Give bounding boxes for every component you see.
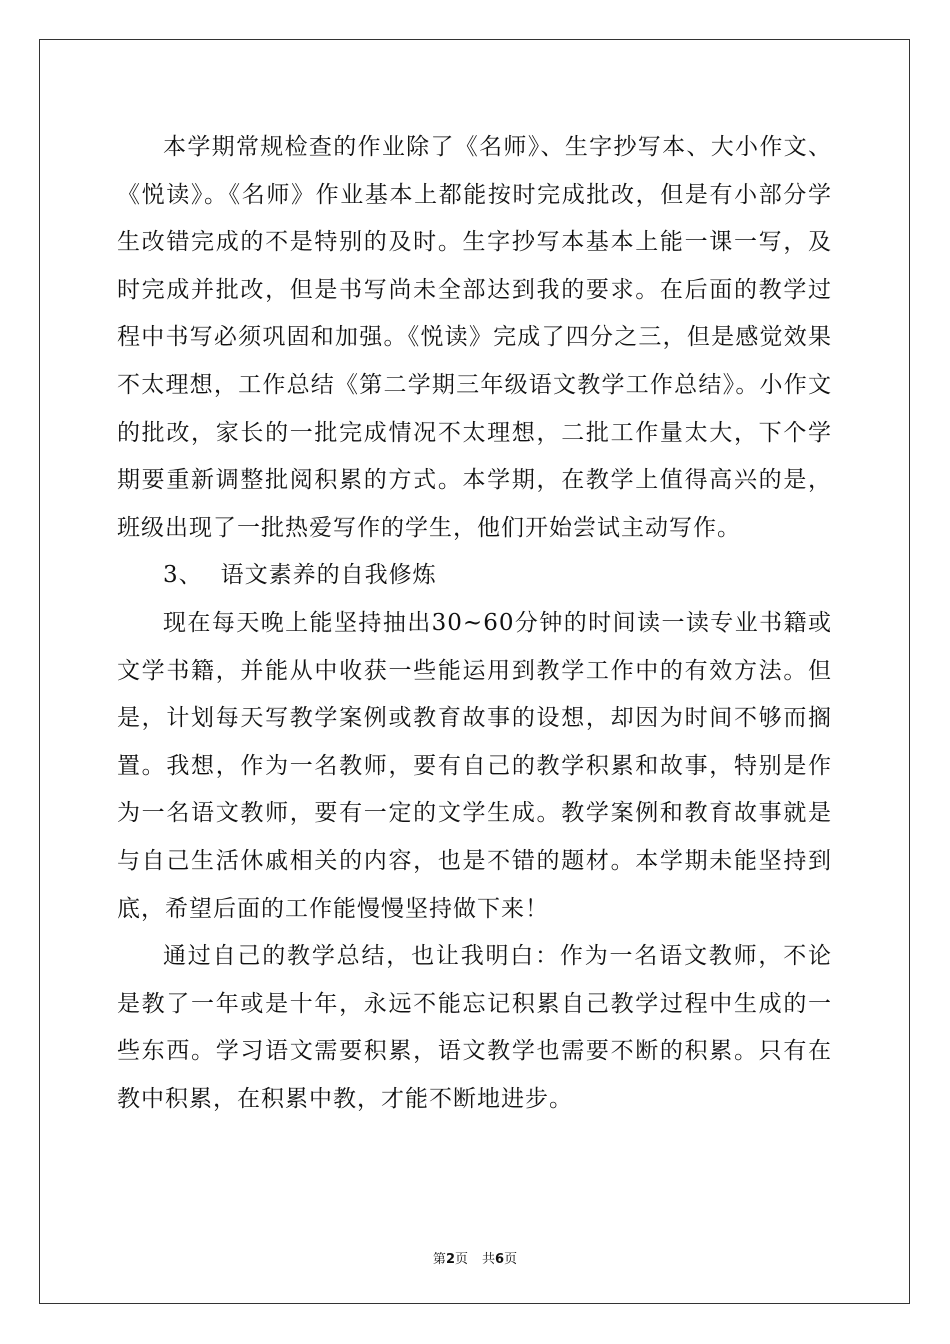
current-page-number: 2 <box>445 1252 455 1267</box>
section-heading-literacy <box>117 552 832 600</box>
section-number: 3、 <box>163 562 203 589</box>
section-title: 语文素养的自我修炼 <box>220 562 437 589</box>
total-label-suffix: 页 <box>504 1252 518 1267</box>
document-body <box>117 124 832 1123</box>
page-label-prefix: 第 <box>432 1252 446 1267</box>
page-footer <box>0 1248 950 1267</box>
paragraph-reading-habit: 现在每天晚上能坚持抽出30~60分钟的时间读一读专业书籍或文学书籍，并能从中收获一些能运用到教学工作中的有效方法。但是，计划每天写教学案例或教育故事的设想，却因为时间不够而搁置。我想，作为一名教师，要有自己的教学积累和故事，特别是作为一名语文教师，要有一定的文学生成。教学案例和教育故事就是与自己生活休戚相关的内容，也是不错的题材。本学期未能坚持到底，希望后面的工作能慢慢坚持做下来！ <box>117 609 832 922</box>
paragraph-conclusion: 通过自己的教学总结，也让我明白：作为一名语文教师，不论是教了一年或是十年，永远不能忘记积累自己教学过程中生成的一些东西。学习语文需要积累，语文教学也需要不断的积累。只有在教中积累，在积累中教，才能不断地进步。 <box>117 943 832 1112</box>
total-pages-number: 6 <box>495 1252 505 1267</box>
total-label-prefix: 共 <box>482 1252 496 1267</box>
paragraph-homework-check: 本学期常规检查的作业除了《名师》、生字抄写本、大小作文、《悦读》。《名师》作业基本上都能按时完成批改，但是有小部分学生改错完成的不是特别的及时。生字抄写本基本上能一课一写，及时完成并批改，但是书写尚未全部达到我的要求。在后面的教学过程中书写必须巩固和加强。《悦读》完成了四分之三，但是感觉效果不太理想，工作总结《第二学期三年级语文教学工作总结》。小作文的批改，家长的一批完成情况不太理想，二批工作量太大，下个学期要重新调整批阅积累的方式。本学期，在教学上值得高兴的是，班级出现了一批热爱写作的学生，他们开始尝试主动写作。 <box>117 134 832 541</box>
page-label-suffix: 页 <box>454 1252 468 1267</box>
